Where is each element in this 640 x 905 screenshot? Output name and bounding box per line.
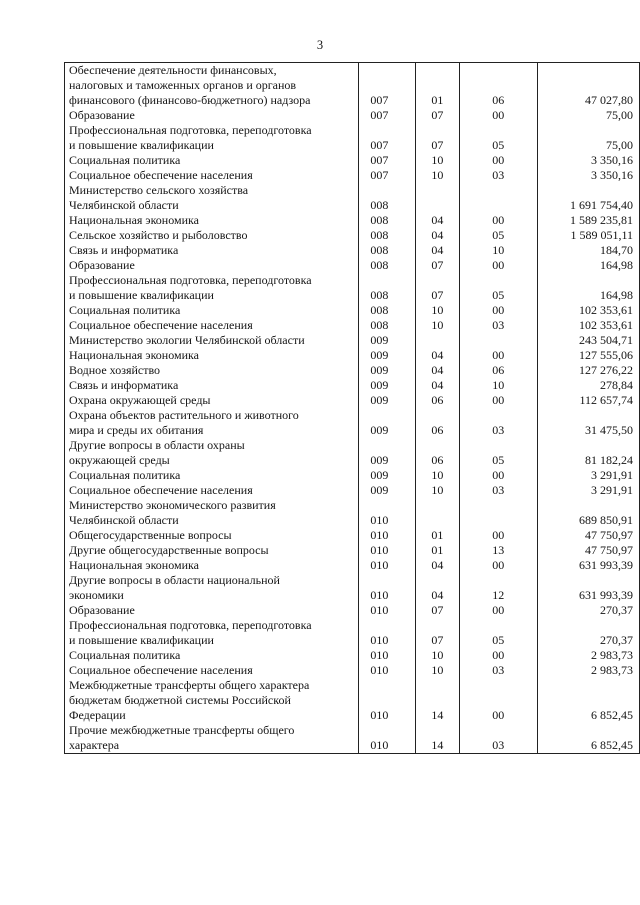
row-amount: 689 850,91 bbox=[537, 498, 639, 528]
table-row bbox=[65, 318, 640, 333]
row-name: Охрана объектов растительного и животного мира и среды их обитания bbox=[65, 408, 359, 438]
row-amount: 3 350,16 bbox=[537, 168, 639, 183]
row-section bbox=[416, 498, 460, 528]
row-subsection: 03 bbox=[459, 723, 537, 754]
row-amount: 164,98 bbox=[537, 273, 639, 303]
row-ministry-code: 010 bbox=[359, 573, 416, 603]
row-subsection: 00 bbox=[459, 213, 537, 228]
table-row bbox=[65, 528, 640, 543]
budget-table bbox=[64, 62, 640, 754]
row-ministry-code: 009 bbox=[359, 438, 416, 468]
row-ministry-code: 008 bbox=[359, 273, 416, 303]
row-section: 07 bbox=[416, 603, 460, 618]
row-ministry-code: 009 bbox=[359, 468, 416, 483]
row-subsection: 00 bbox=[459, 558, 537, 573]
row-subsection: 03 bbox=[459, 663, 537, 678]
table-row bbox=[65, 108, 640, 123]
row-name: Профессиональная подготовка, переподготовка и повышение квалификации bbox=[65, 618, 359, 648]
row-subsection: 00 bbox=[459, 678, 537, 723]
row-ministry-code: 010 bbox=[359, 543, 416, 558]
row-subsection: 00 bbox=[459, 393, 537, 408]
row-name: Связь и информатика bbox=[65, 378, 359, 393]
row-section bbox=[416, 333, 460, 348]
row-subsection: 03 bbox=[459, 168, 537, 183]
row-ministry-code: 010 bbox=[359, 528, 416, 543]
row-section: 04 bbox=[416, 228, 460, 243]
row-amount: 127 555,06 bbox=[537, 348, 639, 363]
row-section: 06 bbox=[416, 393, 460, 408]
row-section: 10 bbox=[416, 318, 460, 333]
row-subsection: 05 bbox=[459, 273, 537, 303]
table-row bbox=[65, 228, 640, 243]
table-row bbox=[65, 663, 640, 678]
row-amount: 631 993,39 bbox=[537, 573, 639, 603]
row-subsection: 12 bbox=[459, 573, 537, 603]
row-ministry-code: 010 bbox=[359, 558, 416, 573]
row-subsection bbox=[459, 183, 537, 213]
row-ministry-code: 008 bbox=[359, 318, 416, 333]
row-section: 04 bbox=[416, 573, 460, 603]
table-row bbox=[65, 348, 640, 363]
row-name: Другие вопросы в области национальной экономики bbox=[65, 573, 359, 603]
row-amount: 184,70 bbox=[537, 243, 639, 258]
row-amount: 3 291,91 bbox=[537, 483, 639, 498]
row-name: Связь и информатика bbox=[65, 243, 359, 258]
table-row bbox=[65, 393, 640, 408]
row-ministry-code: 010 bbox=[359, 618, 416, 648]
row-name: Общегосударственные вопросы bbox=[65, 528, 359, 543]
row-amount: 1 589 235,81 bbox=[537, 213, 639, 228]
row-ministry-code: 008 bbox=[359, 228, 416, 243]
row-section: 10 bbox=[416, 648, 460, 663]
row-ministry-code: 009 bbox=[359, 378, 416, 393]
row-amount: 75,00 bbox=[537, 123, 639, 153]
row-name: Другие вопросы в области охраны окружающей среды bbox=[65, 438, 359, 468]
row-subsection: 05 bbox=[459, 123, 537, 153]
row-section: 06 bbox=[416, 438, 460, 468]
row-amount: 31 475,50 bbox=[537, 408, 639, 438]
row-amount: 112 657,74 bbox=[537, 393, 639, 408]
table-row bbox=[65, 168, 640, 183]
row-section: 07 bbox=[416, 108, 460, 123]
row-name: Межбюджетные трансферты общего характера бюджетам бюджетной системы Российской Федерации bbox=[65, 678, 359, 723]
row-subsection: 06 bbox=[459, 363, 537, 378]
row-amount: 47 750,97 bbox=[537, 543, 639, 558]
table-row bbox=[65, 63, 640, 109]
row-ministry-code: 007 bbox=[359, 153, 416, 168]
table-body bbox=[65, 63, 640, 754]
row-ministry-code: 010 bbox=[359, 498, 416, 528]
table-row bbox=[65, 183, 640, 213]
row-amount: 102 353,61 bbox=[537, 303, 639, 318]
row-name: Социальное обеспечение населения bbox=[65, 663, 359, 678]
table-row bbox=[65, 498, 640, 528]
table-row bbox=[65, 648, 640, 663]
row-name: Другие общегосударственные вопросы bbox=[65, 543, 359, 558]
table-row bbox=[65, 558, 640, 573]
row-amount: 3 350,16 bbox=[537, 153, 639, 168]
table-row bbox=[65, 213, 640, 228]
row-subsection: 03 bbox=[459, 483, 537, 498]
row-name: Социальная политика bbox=[65, 468, 359, 483]
row-section: 01 bbox=[416, 63, 460, 109]
row-ministry-code: 008 bbox=[359, 303, 416, 318]
row-subsection: 00 bbox=[459, 258, 537, 273]
row-name: Социальная политика bbox=[65, 303, 359, 318]
row-amount: 75,00 bbox=[537, 108, 639, 123]
table-row bbox=[65, 603, 640, 618]
row-section: 06 bbox=[416, 408, 460, 438]
row-ministry-code: 009 bbox=[359, 408, 416, 438]
row-subsection: 13 bbox=[459, 543, 537, 558]
row-ministry-code: 008 bbox=[359, 243, 416, 258]
row-section: 14 bbox=[416, 723, 460, 754]
page-number: 3 bbox=[316, 38, 324, 52]
row-section: 10 bbox=[416, 483, 460, 498]
row-ministry-code: 007 bbox=[359, 108, 416, 123]
row-section: 10 bbox=[416, 663, 460, 678]
row-name: Министерство сельского хозяйства Челябинской области bbox=[65, 183, 359, 213]
row-name: Образование bbox=[65, 603, 359, 618]
row-section bbox=[416, 183, 460, 213]
row-section: 01 bbox=[416, 543, 460, 558]
row-subsection: 00 bbox=[459, 348, 537, 363]
row-ministry-code: 007 bbox=[359, 123, 416, 153]
row-section: 14 bbox=[416, 678, 460, 723]
row-name: Обеспечение деятельности финансовых, налоговых и таможенных органов и органов финансового (финансово-бюджетного) надзора bbox=[65, 63, 359, 109]
row-ministry-code: 009 bbox=[359, 483, 416, 498]
row-subsection bbox=[459, 333, 537, 348]
row-name: Социальное обеспечение населения bbox=[65, 483, 359, 498]
row-subsection: 10 bbox=[459, 243, 537, 258]
row-subsection: 00 bbox=[459, 153, 537, 168]
row-section: 04 bbox=[416, 363, 460, 378]
table-row bbox=[65, 123, 640, 153]
row-subsection: 03 bbox=[459, 318, 537, 333]
row-subsection: 05 bbox=[459, 228, 537, 243]
row-section: 04 bbox=[416, 558, 460, 573]
row-section: 10 bbox=[416, 303, 460, 318]
row-amount: 6 852,45 bbox=[537, 723, 639, 754]
row-section: 04 bbox=[416, 378, 460, 393]
row-subsection: 00 bbox=[459, 648, 537, 663]
row-ministry-code: 009 bbox=[359, 333, 416, 348]
row-subsection: 05 bbox=[459, 618, 537, 648]
table-row bbox=[65, 333, 640, 348]
row-name: Министерство экономического развития Челябинской области bbox=[65, 498, 359, 528]
table-row bbox=[65, 618, 640, 648]
row-ministry-code: 010 bbox=[359, 648, 416, 663]
table-row bbox=[65, 678, 640, 723]
row-subsection: 00 bbox=[459, 303, 537, 318]
row-name: Охрана окружающей среды bbox=[65, 393, 359, 408]
table-row bbox=[65, 273, 640, 303]
row-amount: 1 589 051,11 bbox=[537, 228, 639, 243]
row-amount: 81 182,24 bbox=[537, 438, 639, 468]
row-subsection: 03 bbox=[459, 408, 537, 438]
row-name: Образование bbox=[65, 108, 359, 123]
row-amount: 47 027,80 bbox=[537, 63, 639, 109]
row-name: Водное хозяйство bbox=[65, 363, 359, 378]
row-section: 04 bbox=[416, 213, 460, 228]
table-row bbox=[65, 363, 640, 378]
table-row bbox=[65, 468, 640, 483]
row-name: Социальное обеспечение населения bbox=[65, 318, 359, 333]
row-section: 07 bbox=[416, 123, 460, 153]
row-ministry-code: 009 bbox=[359, 348, 416, 363]
table-row bbox=[65, 723, 640, 754]
row-name: Министерство экологии Челябинской области bbox=[65, 333, 359, 348]
row-section: 04 bbox=[416, 243, 460, 258]
row-section: 10 bbox=[416, 168, 460, 183]
row-amount: 2 983,73 bbox=[537, 663, 639, 678]
row-ministry-code: 009 bbox=[359, 393, 416, 408]
row-name: Сельское хозяйство и рыболовство bbox=[65, 228, 359, 243]
row-ministry-code: 010 bbox=[359, 723, 416, 754]
row-subsection: 00 bbox=[459, 603, 537, 618]
row-subsection: 00 bbox=[459, 468, 537, 483]
row-subsection: 00 bbox=[459, 528, 537, 543]
row-section: 10 bbox=[416, 468, 460, 483]
table-row bbox=[65, 483, 640, 498]
table-row bbox=[65, 243, 640, 258]
table-row bbox=[65, 408, 640, 438]
row-section: 07 bbox=[416, 618, 460, 648]
row-ministry-code: 008 bbox=[359, 213, 416, 228]
row-subsection bbox=[459, 498, 537, 528]
row-amount: 3 291,91 bbox=[537, 468, 639, 483]
row-ministry-code: 008 bbox=[359, 258, 416, 273]
row-name: Национальная экономика bbox=[65, 348, 359, 363]
row-name: Социальная политика bbox=[65, 648, 359, 663]
row-amount: 47 750,97 bbox=[537, 528, 639, 543]
row-name: Национальная экономика bbox=[65, 558, 359, 573]
table-row bbox=[65, 153, 640, 168]
row-amount: 270,37 bbox=[537, 603, 639, 618]
row-ministry-code: 007 bbox=[359, 168, 416, 183]
table-row bbox=[65, 258, 640, 273]
row-amount: 2 983,73 bbox=[537, 648, 639, 663]
row-amount: 631 993,39 bbox=[537, 558, 639, 573]
row-amount: 102 353,61 bbox=[537, 318, 639, 333]
row-name: Профессиональная подготовка, переподготовка и повышение квалификации bbox=[65, 123, 359, 153]
row-amount: 278,84 bbox=[537, 378, 639, 393]
row-name: Социальное обеспечение населения bbox=[65, 168, 359, 183]
table-row bbox=[65, 543, 640, 558]
row-amount: 1 691 754,40 bbox=[537, 183, 639, 213]
row-amount: 127 276,22 bbox=[537, 363, 639, 378]
row-name: Прочие межбюджетные трансферты общего характера bbox=[65, 723, 359, 754]
row-ministry-code: 010 bbox=[359, 663, 416, 678]
row-subsection: 06 bbox=[459, 63, 537, 109]
table-row bbox=[65, 573, 640, 603]
row-ministry-code: 009 bbox=[359, 363, 416, 378]
row-section: 10 bbox=[416, 153, 460, 168]
row-amount: 270,37 bbox=[537, 618, 639, 648]
row-subsection: 10 bbox=[459, 378, 537, 393]
row-subsection: 00 bbox=[459, 108, 537, 123]
row-section: 04 bbox=[416, 348, 460, 363]
row-section: 01 bbox=[416, 528, 460, 543]
table-row bbox=[65, 378, 640, 393]
row-ministry-code: 008 bbox=[359, 183, 416, 213]
table-row bbox=[65, 438, 640, 468]
row-ministry-code: 010 bbox=[359, 678, 416, 723]
row-section: 07 bbox=[416, 258, 460, 273]
row-name: Социальная политика bbox=[65, 153, 359, 168]
row-subsection: 05 bbox=[459, 438, 537, 468]
row-ministry-code: 007 bbox=[359, 63, 416, 109]
row-amount: 164,98 bbox=[537, 258, 639, 273]
row-amount: 6 852,45 bbox=[537, 678, 639, 723]
row-name: Национальная экономика bbox=[65, 213, 359, 228]
row-ministry-code: 010 bbox=[359, 603, 416, 618]
row-amount: 243 504,71 bbox=[537, 333, 639, 348]
row-section: 07 bbox=[416, 273, 460, 303]
row-name: Профессиональная подготовка, переподготовка и повышение квалификации bbox=[65, 273, 359, 303]
table-row bbox=[65, 303, 640, 318]
row-name: Образование bbox=[65, 258, 359, 273]
